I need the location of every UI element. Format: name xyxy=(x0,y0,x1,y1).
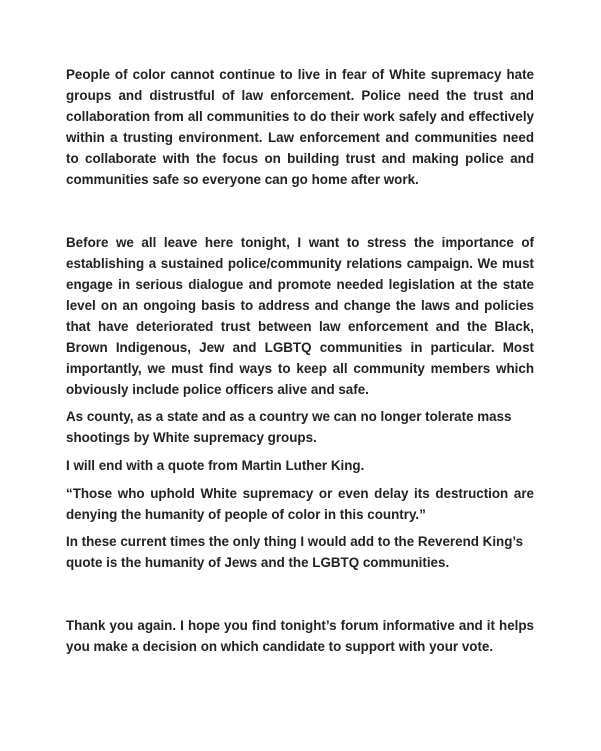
paragraph-mass-shootings: As county, as a state and as a country we can no longer tolerate mass shootings by White supremacy groups. xyxy=(66,409,512,445)
paragraph-mlk-quote: “Those who uphold White supremacy or even delay its destruction are denying the humanity of people of color in this country.” xyxy=(66,486,534,522)
document-page xyxy=(66,64,534,657)
paragraph-thank-you: Thank you again. I hope you find tonight’s forum informative and it helps you make a decision on which candidate to support with your vote. xyxy=(66,618,534,654)
paragraph-campaign: Before we all leave here tonight, I want to stress the importance of establishing a sustained police/community relations campaign. We must engage in serious dialogue and promote needed legislation at the state level on an ongoing basis to address and change the laws and policies that have deteriorated trust between law enforcement and the Black, Brown Indigenous, Jew and LGBTQ communities in particular. Most importantly, we must find ways to keep all community members which obviously include police officers alive and safe. xyxy=(66,235,534,397)
paragraph-addition: In these current times the only thing I would add to the Reverend King’s quote is the humanity of Jews and the LGBTQ communities. xyxy=(66,534,524,570)
paragraph-quote-intro: I will end with a quote from Martin Luther King. xyxy=(66,458,365,473)
paragraph-trust: People of color cannot continue to live in fear of White supremacy hate groups and distrustful of law enforcement. Police need the trust and collaboration from all communities to do their work safely and effectively within a trusting environment. Law enforcement and communities need to collaborate with the focus on building trust and making police and communities safe so everyone can go home after work. xyxy=(66,67,534,187)
